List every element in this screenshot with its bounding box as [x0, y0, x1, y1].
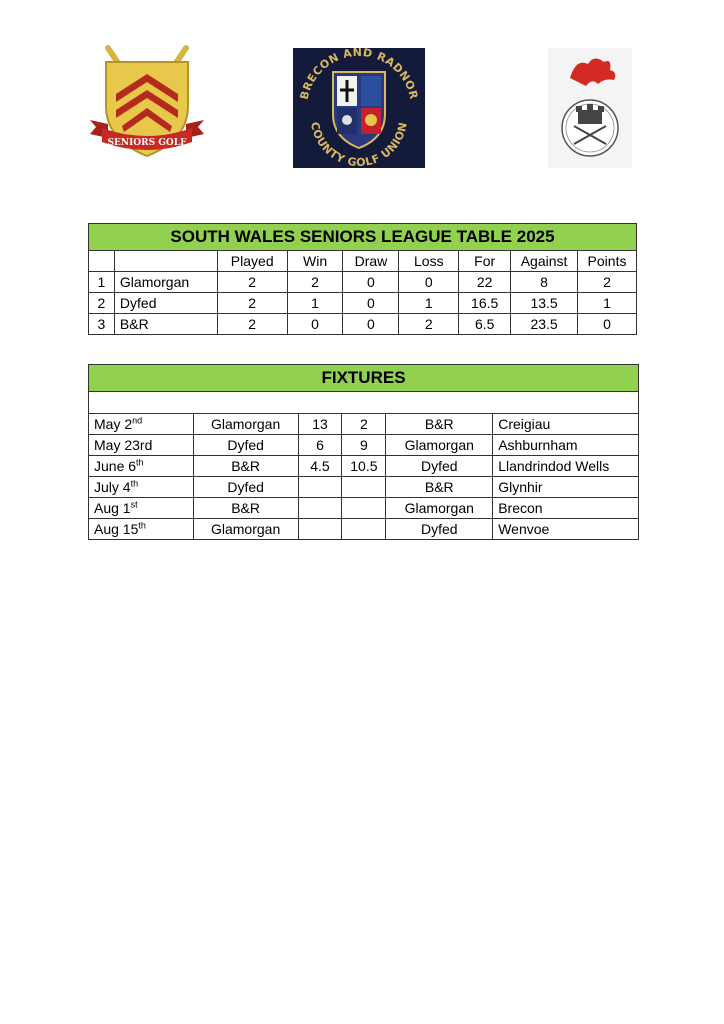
- fixture-date: Aug 15th: [89, 519, 194, 540]
- row-loss: 2: [399, 314, 459, 335]
- row-pos: 2: [89, 293, 115, 314]
- row-win: 0: [287, 314, 343, 335]
- fixtures-title: FIXTURES: [89, 365, 639, 392]
- row-draw: 0: [343, 272, 399, 293]
- crest-text-bottom: COUNTY GOLF UNION: [308, 120, 410, 168]
- table-row: [89, 477, 639, 498]
- table-row: [89, 293, 637, 314]
- fixture-date: May 23rd: [89, 435, 194, 456]
- row-against: 8: [511, 272, 578, 293]
- row-for: 6.5: [459, 314, 511, 335]
- header-against: Against: [511, 251, 578, 272]
- fixture-away: B&R: [386, 477, 493, 498]
- fixtures-table: [88, 364, 639, 540]
- row-loss: 0: [399, 272, 459, 293]
- fixture-away: Dyfed: [386, 519, 493, 540]
- fixture-away-score: 10.5: [342, 456, 386, 477]
- row-loss: 1: [399, 293, 459, 314]
- fixture-home: B&R: [193, 498, 298, 519]
- fixture-home: Glamorgan: [193, 414, 298, 435]
- fixture-venue: Llandrindod Wells: [493, 456, 639, 477]
- row-points: 2: [578, 272, 637, 293]
- row-against: 13.5: [511, 293, 578, 314]
- header-pos: [89, 251, 115, 272]
- fixture-away-score: 2: [342, 414, 386, 435]
- table-row: [89, 272, 637, 293]
- fixture-home-score: 13: [298, 414, 342, 435]
- header-team: [114, 251, 217, 272]
- fixture-date: June 6th: [89, 456, 194, 477]
- league-header-row: [89, 251, 637, 272]
- row-points: 1: [578, 293, 637, 314]
- row-pos: 1: [89, 272, 115, 293]
- fixture-venue: Wenvoe: [493, 519, 639, 540]
- table-row: [89, 519, 639, 540]
- welsh-dragon-castle-logo: [548, 48, 632, 168]
- header-win: Win: [287, 251, 343, 272]
- row-win: 2: [287, 272, 343, 293]
- brecon-radnor-crest-logo: [293, 48, 425, 168]
- league-table: [88, 223, 637, 335]
- fixtures-blank-row: [89, 392, 639, 414]
- fixture-home-score: [298, 498, 342, 519]
- table-row: [89, 435, 639, 456]
- fixture-home: Dyfed: [193, 477, 298, 498]
- row-points: 0: [578, 314, 637, 335]
- header-loss: Loss: [399, 251, 459, 272]
- fixture-away: Glamorgan: [386, 435, 493, 456]
- row-played: 2: [217, 272, 287, 293]
- crest-text-top: BRECON AND RADNOR: [297, 48, 421, 101]
- fixture-away-score: [342, 477, 386, 498]
- fixture-away-score: 9: [342, 435, 386, 456]
- fixture-date: July 4th: [89, 477, 194, 498]
- fixture-home-score: [298, 477, 342, 498]
- seniors-golf-text: SENIORS GOLF: [107, 138, 187, 148]
- fixture-home-score: 4.5: [298, 456, 342, 477]
- fixture-away-score: [342, 519, 386, 540]
- fixture-away-score: [342, 498, 386, 519]
- row-for: 22: [459, 272, 511, 293]
- row-team: Dyfed: [114, 293, 217, 314]
- fixture-away: B&R: [386, 414, 493, 435]
- row-team: B&R: [114, 314, 217, 335]
- header-points: Points: [578, 251, 637, 272]
- fixture-venue: Ashburnham: [493, 435, 639, 456]
- header-for: For: [459, 251, 511, 272]
- fixture-home: B&R: [193, 456, 298, 477]
- fixture-date: May 2nd: [89, 414, 194, 435]
- table-row: [89, 456, 639, 477]
- fixture-date: Aug 1st: [89, 498, 194, 519]
- fixture-home: Glamorgan: [193, 519, 298, 540]
- fixture-home: Dyfed: [193, 435, 298, 456]
- fixture-venue: Glynhir: [493, 477, 639, 498]
- row-played: 2: [217, 314, 287, 335]
- header-played: Played: [217, 251, 287, 272]
- table-row: [89, 314, 637, 335]
- header-draw: Draw: [343, 251, 399, 272]
- row-win: 1: [287, 293, 343, 314]
- table-row: [89, 498, 639, 519]
- fixture-away: Dyfed: [386, 456, 493, 477]
- row-played: 2: [217, 293, 287, 314]
- row-pos: 3: [89, 314, 115, 335]
- league-table-title: SOUTH WALES SENIORS LEAGUE TABLE 2025: [89, 224, 637, 251]
- row-against: 23.5: [511, 314, 578, 335]
- row-draw: 0: [343, 293, 399, 314]
- table-row: [89, 414, 639, 435]
- fixture-home-score: 6: [298, 435, 342, 456]
- row-team: Glamorgan: [114, 272, 217, 293]
- row-draw: 0: [343, 314, 399, 335]
- fixture-venue: Brecon: [493, 498, 639, 519]
- fixture-venue: Creigiau: [493, 414, 639, 435]
- fixture-away: Glamorgan: [386, 498, 493, 519]
- row-for: 16.5: [459, 293, 511, 314]
- seniors-golf-shield-logo: [86, 44, 208, 164]
- fixture-home-score: [298, 519, 342, 540]
